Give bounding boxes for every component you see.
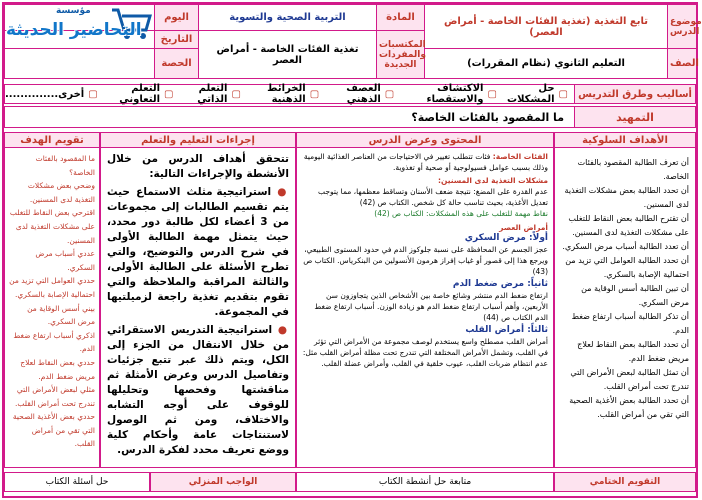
evaluation-item: عددي أسباب مرض السكري. [35, 249, 95, 272]
evaluation-column [4, 148, 100, 468]
objective-item: أن تحدد الطالبة بعض مشكلات التغذية لدى المسنين. [564, 186, 689, 209]
method-item: العصف الذهني [346, 83, 381, 105]
content-text: نقاط مهمة للتغلب على هذه المشكلات: الكتاب ص (42) [374, 209, 548, 218]
objective-item: أن تحدد الطالبة بعض النقاط لعلاج مريض ضغط الدم. [577, 340, 689, 363]
procedure-item: ● استراتيجية التدريس الاستقرائي من خلال الانتقال من الجزء إلى الكل، ويتم ذلك عبر تتبع جزئيات وتفاصيل الدرس وعرض الأمثلة ثم مناقشتها وفحصها وتحليلها للوقوف على أوجه التشابه والاختلاف، ومن ثم الوصول لاستنتاجات عامة وأحكام كلية ووضع تعريف محدد لفكرة الدرس. [107, 324, 289, 456]
objective-item: أن تعدد الطالبة أسباب مرض السكري. [562, 242, 689, 251]
institution-logo [4, 4, 154, 44]
intro-label: التمهيد [574, 107, 695, 127]
col-objectives-header: الأهداف السلوكية [554, 132, 696, 148]
objective-item: أن تحدد الطالبة العوامل التي تزيد من احتمالية الإصابة بالسكري. [565, 256, 689, 279]
content-column [296, 148, 554, 468]
homework-label: الواجب المنزلي [150, 472, 296, 492]
intro-row [4, 106, 696, 128]
period-label: الحصة [155, 49, 199, 79]
method-item: حل المشكلات [507, 83, 555, 105]
content-subheading: ثالثاً: أمراض القلب [465, 325, 548, 335]
subject-label: المادة [377, 5, 425, 31]
col-evaluation-header: تقويم الهدف [4, 132, 100, 148]
col-content-header: المحتوى وعرض الدرس [296, 132, 554, 148]
methods-list: ▢ حل المشكلات ▢ الاكتشاف والاستقصاء ▢ العصف الذهني ▢ الخرائط الذهنية ▢ التعلم الذاتي ▢ التعلم التعاوني ▢ أخرى.............. [5, 83, 568, 105]
content-text: أمراض القلب مصطلح واسع يستخدم لوصف مجموعة من الأمراض التي تؤثر في القلب، وتشمل الأمراض المختلفة التي تندرج تحت مظلة أمراض القلب مثل: عدم انتظام ضربات القلب، عيوب خلقية في القلب، وأمراض عضلة القلب. [302, 337, 548, 368]
homework-value: حل أسئلة الكتاب [4, 472, 150, 492]
topic-value: تابع التغذية (تغذية الفئات الخاصة - أمراض العصر) [425, 5, 668, 49]
content-text: فئات تتطلب تغيير في الاحتياجات من العناصر الغذائية اليومية وذلك بسبب عوامل فسيولوجية أو صحية أو تغذوية. [303, 152, 548, 172]
objective-item: أن تحدد الطالبة بعض الأغذية الصحية التي تقي من أمراض القلب. [569, 396, 689, 419]
content-subheading: ثانياً: مرض ضغط الدم [452, 279, 548, 289]
concepts-value: تغذية الفئات الخاصة - أمراض العصر [199, 31, 377, 79]
objective-item: أن تبين الطالبة أسس الوقاية من مرض السكري. [581, 284, 689, 307]
objective-item: أن تذكر الطالبة أسباب ارتفاع ضغط الدم. [571, 312, 689, 335]
evaluation-item: حددي بعض الأغذية الصحية التي تقي من أمراض القلب. [12, 412, 95, 449]
evaluation-item: ما المقصود بالفئات الخاصة؟ [35, 154, 95, 177]
procedures-intro: تتحقق أهداف الدرس من خلال الأنشطة والإجراءات التالية: [107, 153, 289, 180]
final-eval-label: التقويم الختامي [554, 472, 696, 492]
content-heading: أمراض العصر [499, 223, 548, 232]
class-value: التعليم الثانوي (نظام المقررات) [425, 49, 668, 79]
concepts-label: المكتسبات والمفردات الجديدة [377, 31, 425, 79]
content-heading: مشكلات التغذية لدى المسنين: [437, 176, 548, 185]
evaluation-item: حددي بعض النقاط لعلاج مريض ضغط الدم. [20, 357, 95, 381]
method-item: أخرى.............. [5, 88, 85, 100]
intro-question: ما المقصود بالفئات الخاصة؟ [411, 110, 564, 124]
evaluation-item: حددي العوامل التي تزيد من احتمالية الإصابة بالسكري. [9, 276, 95, 299]
content-text: عدم القدرة على المضغ: نتيجة ضعف الأسنان وتساقط معظمها، مما يتوجب تعديل الأغذية، بحيث تناسب حالة كل شخص. الكتاب ص (42) [318, 187, 548, 207]
procedure-item: ● استراتيجية مثلث الاستماع حيث يتم تقسيم الطالبات إلى مجموعات من 3 أعضاء لكل طالبة دور محدد، حيث يتمثل مهمة الطالبة الأولى في شرح الدرس والتوضيح، والتي تطرح الأسئلة على الطالبة الأولى، والثالثة المراقبة والملاحظة والتي تقوم بتقديم تغذية راجعة لزميلتيها في المجموعة. [107, 186, 289, 318]
date-label: التاريخ [155, 31, 199, 49]
content-text: ارتفاع ضغط الدم منتشر وشائع خاصة بين الأشخاص الذين يتجاوزون سن الأربعين، وأهم أسباب ارتفاع ضغط الدم هو زيادة الوزن. أسباب ارتفاع ضغط الدم الكتاب ص (44) [314, 291, 548, 322]
method-item: التعلم التعاوني [119, 83, 161, 105]
evaluation-item: وضحي بعض مشكلات التغذية لدى المسنين. [27, 181, 95, 204]
evaluation-item: اذكري أسباب ارتفاع ضغط الدم. [13, 330, 95, 354]
method-item: الاكتشاف والاستقصاء [426, 83, 484, 105]
objective-item: أن تقترح الطالبة بعض النقاط للتغلب على مشكلات التغذية لدى المسنين. [568, 214, 689, 237]
teaching-methods-row [4, 84, 696, 104]
evaluation-item: بيني أسس الوقاية من مرض السكري. [27, 303, 95, 327]
final-eval-value: متابعة حل أنشطة الكتاب [296, 472, 554, 492]
col-procedures-header: إجراءات التعليم والتعلم [100, 132, 296, 148]
class-label: الصف [668, 49, 697, 79]
objective-item: أن تعرف الطالبة المقصود بالفئات الخاصة. [577, 158, 689, 181]
procedures-column [100, 148, 296, 468]
methods-label: أساليب وطرق التدريس [574, 85, 695, 103]
logo-line1: مؤسسة [56, 6, 91, 16]
content-heading: الفئات الخاصة: [492, 152, 548, 161]
method-item: التعلم الذاتي [197, 83, 228, 105]
day-label: اليوم [155, 5, 199, 31]
objective-item: أن تمثل الطالبة لبعض الأمراض التي تندرج تحت أمراض القلب. [570, 368, 689, 391]
content-subheading: أولاً: مرض السكري [464, 233, 548, 243]
content-text: عجز الجسم عن المحافظة على نسبة جلوكوز الدم في حدود المستوى الطبيعي، ويرجع هذا إلى قصور أو غياب إفراز هرمون الأنسولين من البنكرياس. الكتاب ص (43) [303, 245, 548, 276]
topic-label: موضوع الدرس [668, 5, 697, 49]
objectives-column [554, 148, 696, 468]
evaluation-item: مثلي لبعض الأمراض التي تندرج تحت أمراض القلب. [15, 385, 95, 408]
method-item: الخرائط الذهنية [267, 83, 306, 105]
period-value [5, 49, 155, 79]
subject-value: التربية الصحية والتسوية [199, 5, 377, 31]
evaluation-item: اقترحي بعض النقاط للتغلب على مشكلات التغذية لدى المسنين. [9, 208, 95, 245]
logo-line2: التحاضير الحديثة [6, 20, 142, 40]
